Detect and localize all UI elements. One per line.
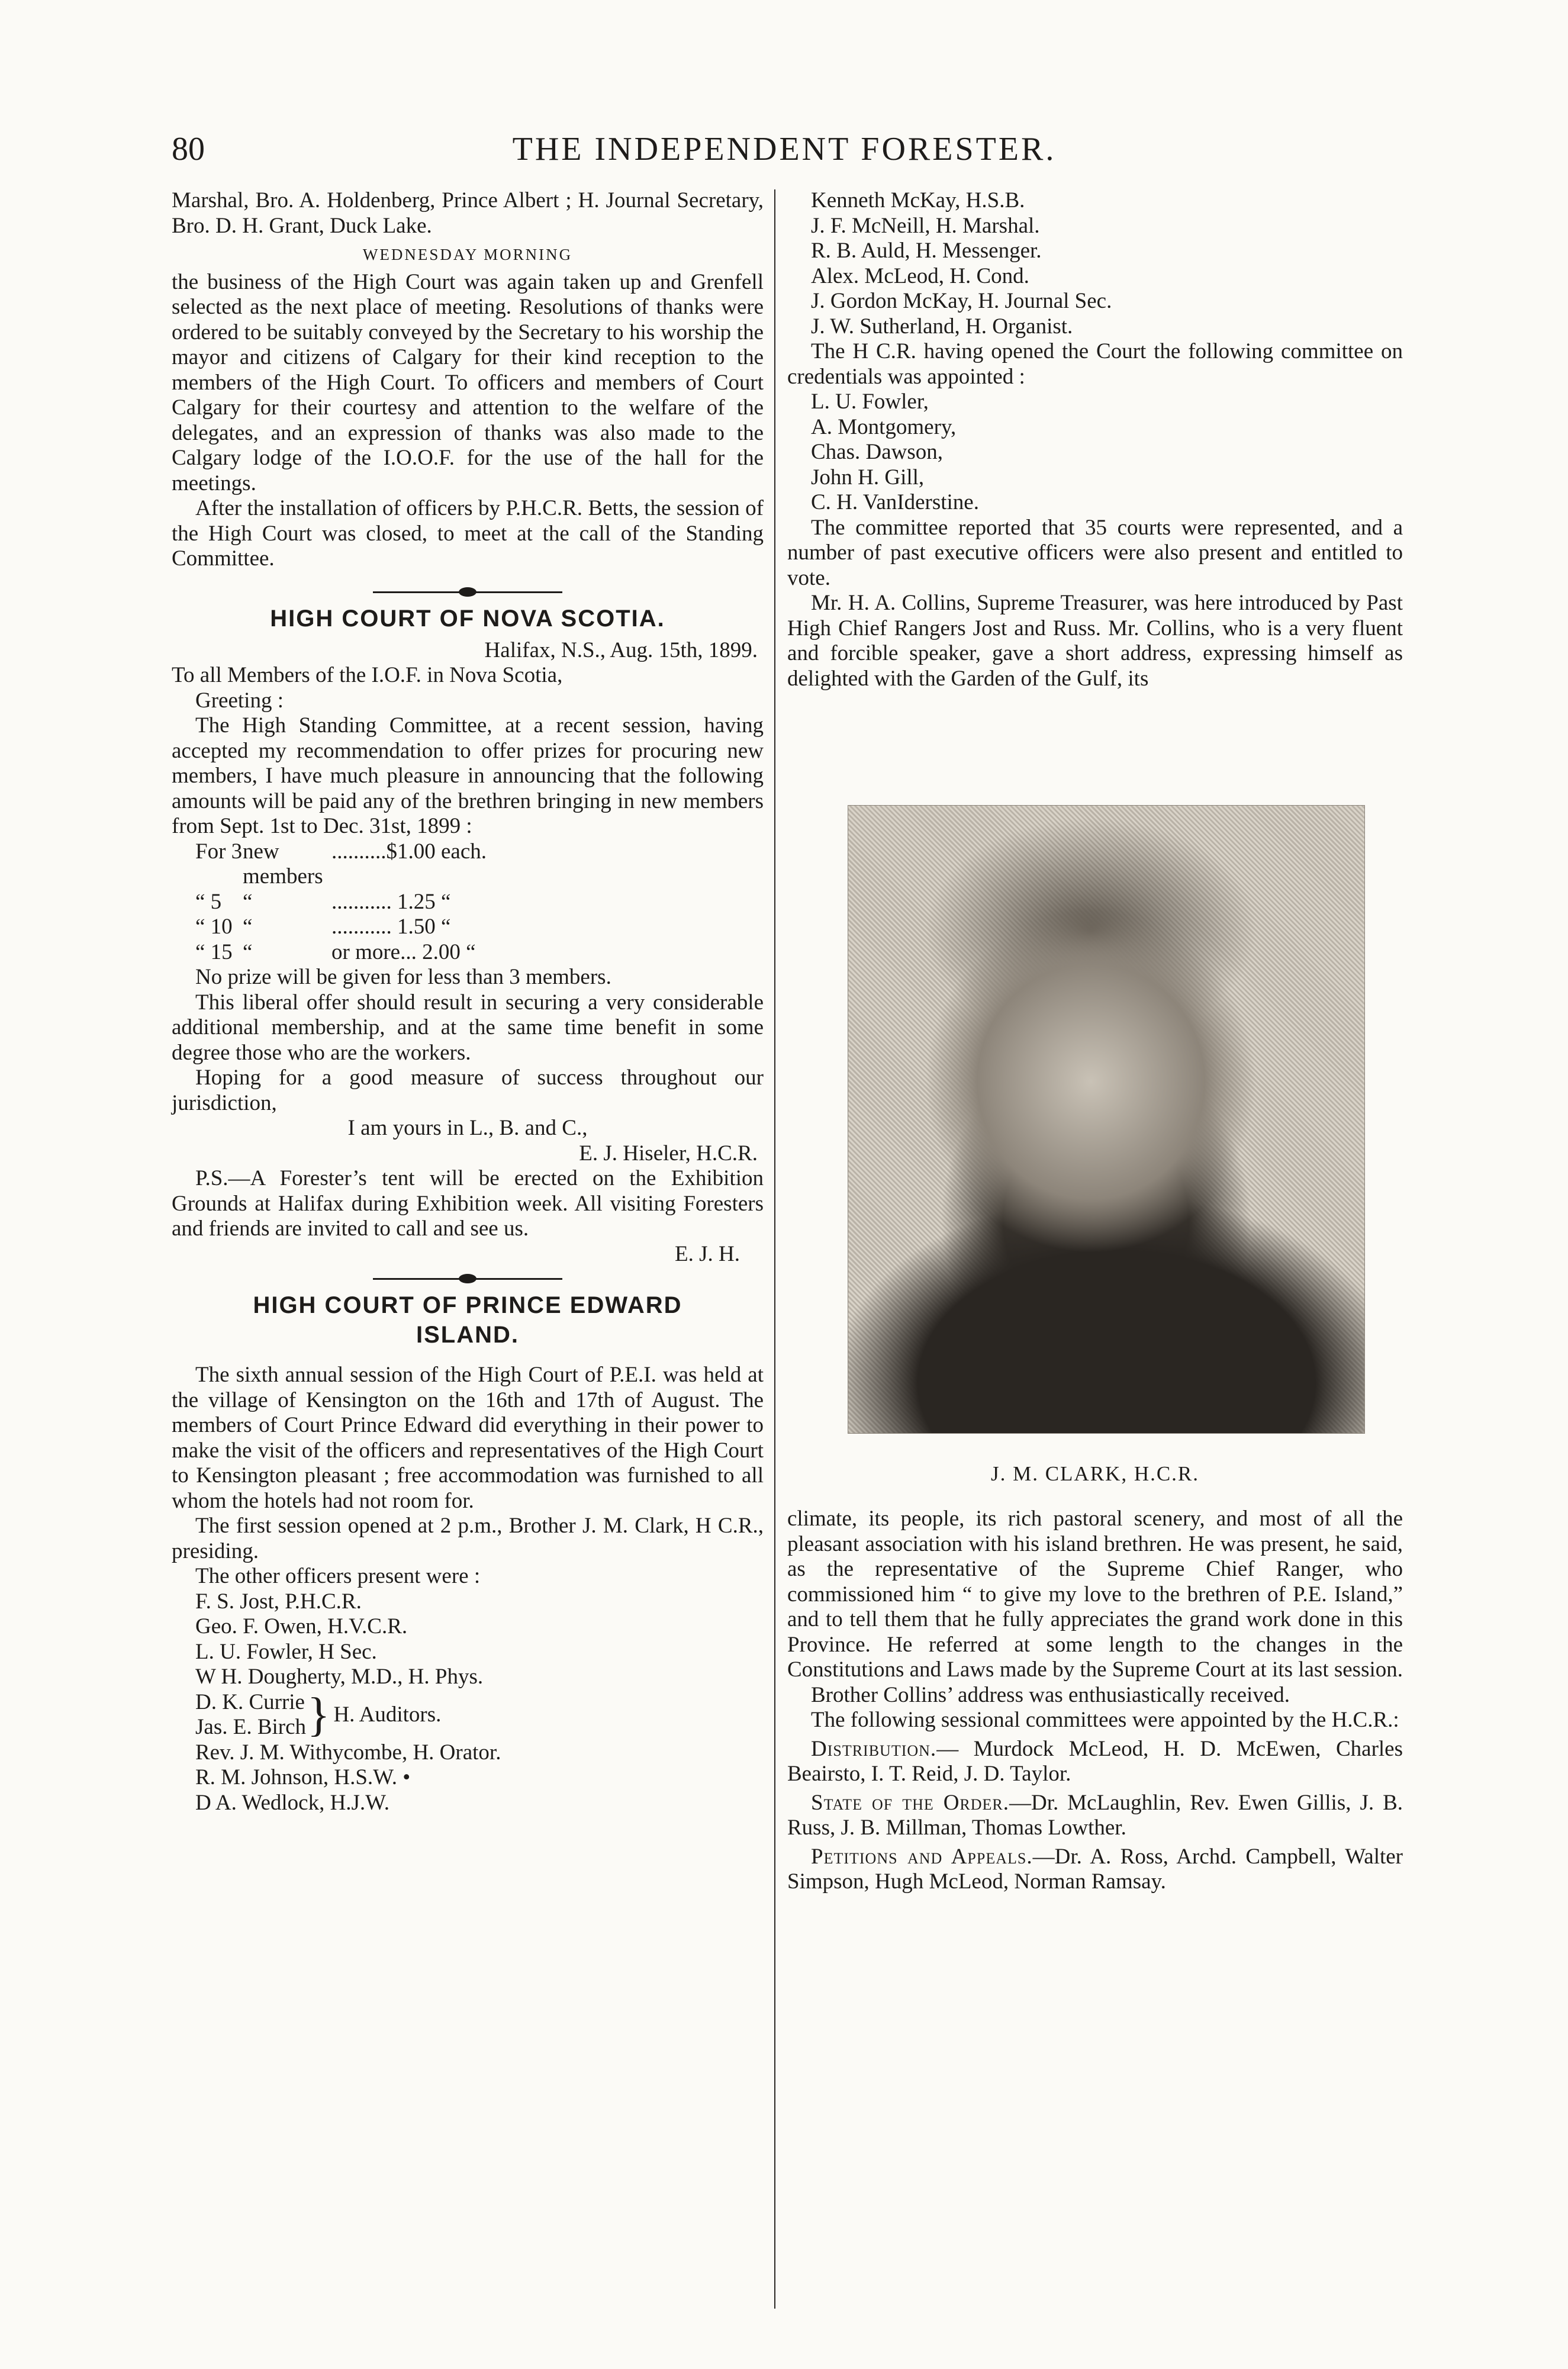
prize-count: “ 15 [195,939,233,964]
postscript: P.S.—A Forester’s tent will be erected on the Exhibition Grounds at Halifax during Exhibition week. All visiting Foresters and friends are invited to call and see us. [172,1166,764,1241]
pei-heading-line-2: ISLAND. [416,1322,519,1348]
prize-row [172,890,764,915]
distribution-label: Distribution. [811,1736,937,1761]
auditors-names [195,1690,306,1740]
credentials-member: A. Montgomery, [811,414,957,439]
hoping-paragraph: Hoping for a good measure of success throughout our jurisdiction, [172,1066,764,1115]
distribution-committee [787,1737,1403,1787]
pei-heading-line-1: HIGH COURT OF PRINCE EDWARD [253,1292,682,1318]
prize-amount: ..........$1.00 each. [331,839,487,864]
officer-item: F. S. Jost, P.H.C.R. [195,1589,362,1614]
prize-label: “ [243,939,253,964]
officer-item: J. F. McNeill, H. Marshal. [811,213,1040,238]
auditor-name: D. K. Currie [195,1689,305,1714]
officer-item: Kenneth McKay, H.S.B. [811,188,1025,213]
collins-paragraph: Mr. H. A. Collins, Supreme Treasurer, was here introduced by Past High Chief Rangers Jost and Russ. Mr. Collins, who is a very fluent and forcible speaker, gave a short address, expressing himself as delighted with the Garden of the Gulf, its [787,591,1403,691]
closing-line: I am yours in L., B. and C., [347,1116,588,1140]
nova-scotia-greeting: Greeting : [195,688,284,713]
prize-row [172,940,764,965]
no-prize-note: No prize will be given for less than 3 members. [195,965,611,989]
officers-list [172,1589,764,1816]
officer-item: L. U. Fowler, H Sec. [195,1639,377,1664]
section-divider [172,1267,764,1290]
officer-item: W H. Dougherty, M.D., H. Phys. [195,1665,484,1689]
credentials-member: Chas. Dawson, [811,440,944,464]
prize-amount: or more... 2.00 “ [331,939,476,964]
state-members: —Dr. McLaughlin, Rev. Ewen Gillis, J. B. Russ, J. B. Millman, Thomas Lowther. [787,1790,1403,1840]
prize-label: new members [243,839,323,889]
portrait-caption: J. M. CLARK, H.C.R. [990,1462,1200,1485]
prize-table [172,839,764,965]
petitions-label: Petitions and Appeals. [811,1844,1033,1869]
section-divider [172,580,764,604]
liberal-offer-paragraph: This liberal offer should result in securing a very considerable additional membership, and at the same time benefit in some degree those who are the workers. [172,990,764,1065]
nova-scotia-body: The High Standing Committee, at a recent session, having accepted my recommendation to offer prizes for procuring new members, I have much pleasure in announcing that the following amounts will be paid any of the brethren bringing in new members from Sept. 1st to Dec. 31st, 1899 : [172,713,764,838]
address-paragraph: Brother Collins’ address was enthusiastically received. [811,1682,1290,1707]
officer-item: D A. Wedlock, H.J.W. [195,1790,389,1815]
state-committee [787,1791,1403,1841]
auditors-label: H. Auditors. [333,1702,442,1727]
credentials-member: C. H. VanIderstine. [811,490,979,514]
prize-row [172,839,764,890]
prize-label: “ [243,915,253,939]
officer-item: Alex. McLeod, H. Cond. [811,263,1029,288]
wednesday-paragraph: the business of the High Court was again taken up and Grenfell selected as the next place of meeting. Resolutions of thanks were ordered to be suitably conveyed by the Secretary to his worship the mayor and citizens of Calgary for their kind reception to the members of the High Court. To officers and members of Court Calgary for their courtesy and attention to the welfare of the delegates, and an expression of thanks was also made to the Calgary lodge of the I.O.O.F. for the use of the hall for the meetings. [172,269,764,495]
petitions-committee [787,1845,1403,1895]
credentials-member: L. U. Fowler, [811,390,929,414]
prize-label: “ [243,889,253,914]
column-rule [774,189,775,2309]
prize-amount: ........... 1.50 “ [331,915,451,939]
credentials-paragraph: The H C.R. having opened the Court the following committee on credentials was appointed : [787,339,1403,389]
nova-scotia-heading: HIGH COURT OF NOVA SCOTIA. [270,605,665,632]
portrait-image [848,805,1365,1434]
pei-paragraph-1: The sixth annual session of the High Court of P.E.I. was held at the village of Kensington on the 16th and 17th of August. The members of Court Prince Edward did everything in their power to make the visit of the officers and representatives of the High Court to Kensington pleasant ; free accommodation was furnished to all whom the hotels had not room for. [172,1363,764,1513]
officer-item: J. Gordon McKay, H. Journal Sec. [811,289,1112,313]
prize-count: “ 10 [195,915,233,939]
right-column [787,188,1403,691]
state-label: State of the Order. [811,1790,1010,1815]
officers-list-continued [787,188,1403,339]
prize-row [172,915,764,940]
committee-report: The committee reported that 35 courts were represented, and a number of past executive officers were also present and entitled to vote. [787,515,1403,590]
journal-title: THE INDEPENDENT FORESTER. [512,131,1057,168]
left-column [172,188,764,1816]
installation-paragraph: After the installation of officers by P.H.C.R. Betts, the session of the High Court was closed, to meet at the call of the Standing Committee. [172,496,764,571]
distribution-members: — Murdock McLeod, H. D. McEwen, Charles Beairsto, I. T. Reid, J. D. Taylor. [787,1736,1403,1786]
officer-item: Rev. J. M. Withycombe, H. Orator. [195,1740,501,1765]
petitions-members: —Dr. A. Ross, Archd. Campbell, Walter Simpson, Hugh McLeod, Norman Ramsay. [787,1844,1403,1894]
nova-scotia-salutation: To all Members of the I.O.F. in Nova Scotia, [172,663,563,687]
pei-paragraph-2: The first session opened at 2 p.m., Brother J. M. Clark, H C.R., presiding. [172,1514,764,1563]
officer-item: R. M. Johnson, H.S.W. • [195,1765,411,1789]
credentials-list [787,390,1403,516]
intro-paragraph: Marshal, Bro. A. Holdenberg, Prince Albert ; H. Journal Secretary, Bro. D. H. Grant, Duck Lake. [172,188,764,238]
officer-item: Geo. F. Owen, H.V.C.R. [195,1614,408,1639]
committees-intro: The following sessional committees were appointed by the H.C.R.: [811,1708,1399,1732]
wednesday-heading: WEDNESDAY MORNING [362,246,573,263]
prize-count: For 3 [195,839,243,864]
auditor-name: Jas. E. Birch [195,1715,307,1739]
nova-scotia-dateline: Halifax, N.S., Aug. 15th, 1899. [484,638,758,662]
auditors-group [195,1690,764,1740]
initials: E. J. H. [675,1241,740,1266]
right-column-lower [787,1507,1403,1895]
climate-paragraph: climate, its people, its rich pastoral scenery, and most of all the pleasant association with his island brethren. He was present, he said, as the representative of the Supreme Chief Ranger, who commissioned him “ to give my love to the brethren of P.E. Island,” and to tell them that he fully appreciates the grand work done in this Province. He referred at some length to the changes in the Constitutions and Laws made by the Supreme Court at its last session. [787,1507,1403,1682]
running-header [172,130,1397,178]
credentials-member: John H. Gill, [811,465,925,490]
prize-amount: ........... 1.25 “ [331,889,451,914]
officers-intro: The other officers present were : [195,1564,481,1588]
officer-item: J. W. Sutherland, H. Organist. [811,314,1073,339]
brace-symbol: } [307,1689,330,1741]
officer-item: R. B. Auld, H. Messenger. [811,239,1042,263]
prize-count: “ 5 [195,889,222,914]
signature: E. J. Hiseler, H.C.R. [579,1141,758,1166]
page-number: 80 [172,131,205,168]
